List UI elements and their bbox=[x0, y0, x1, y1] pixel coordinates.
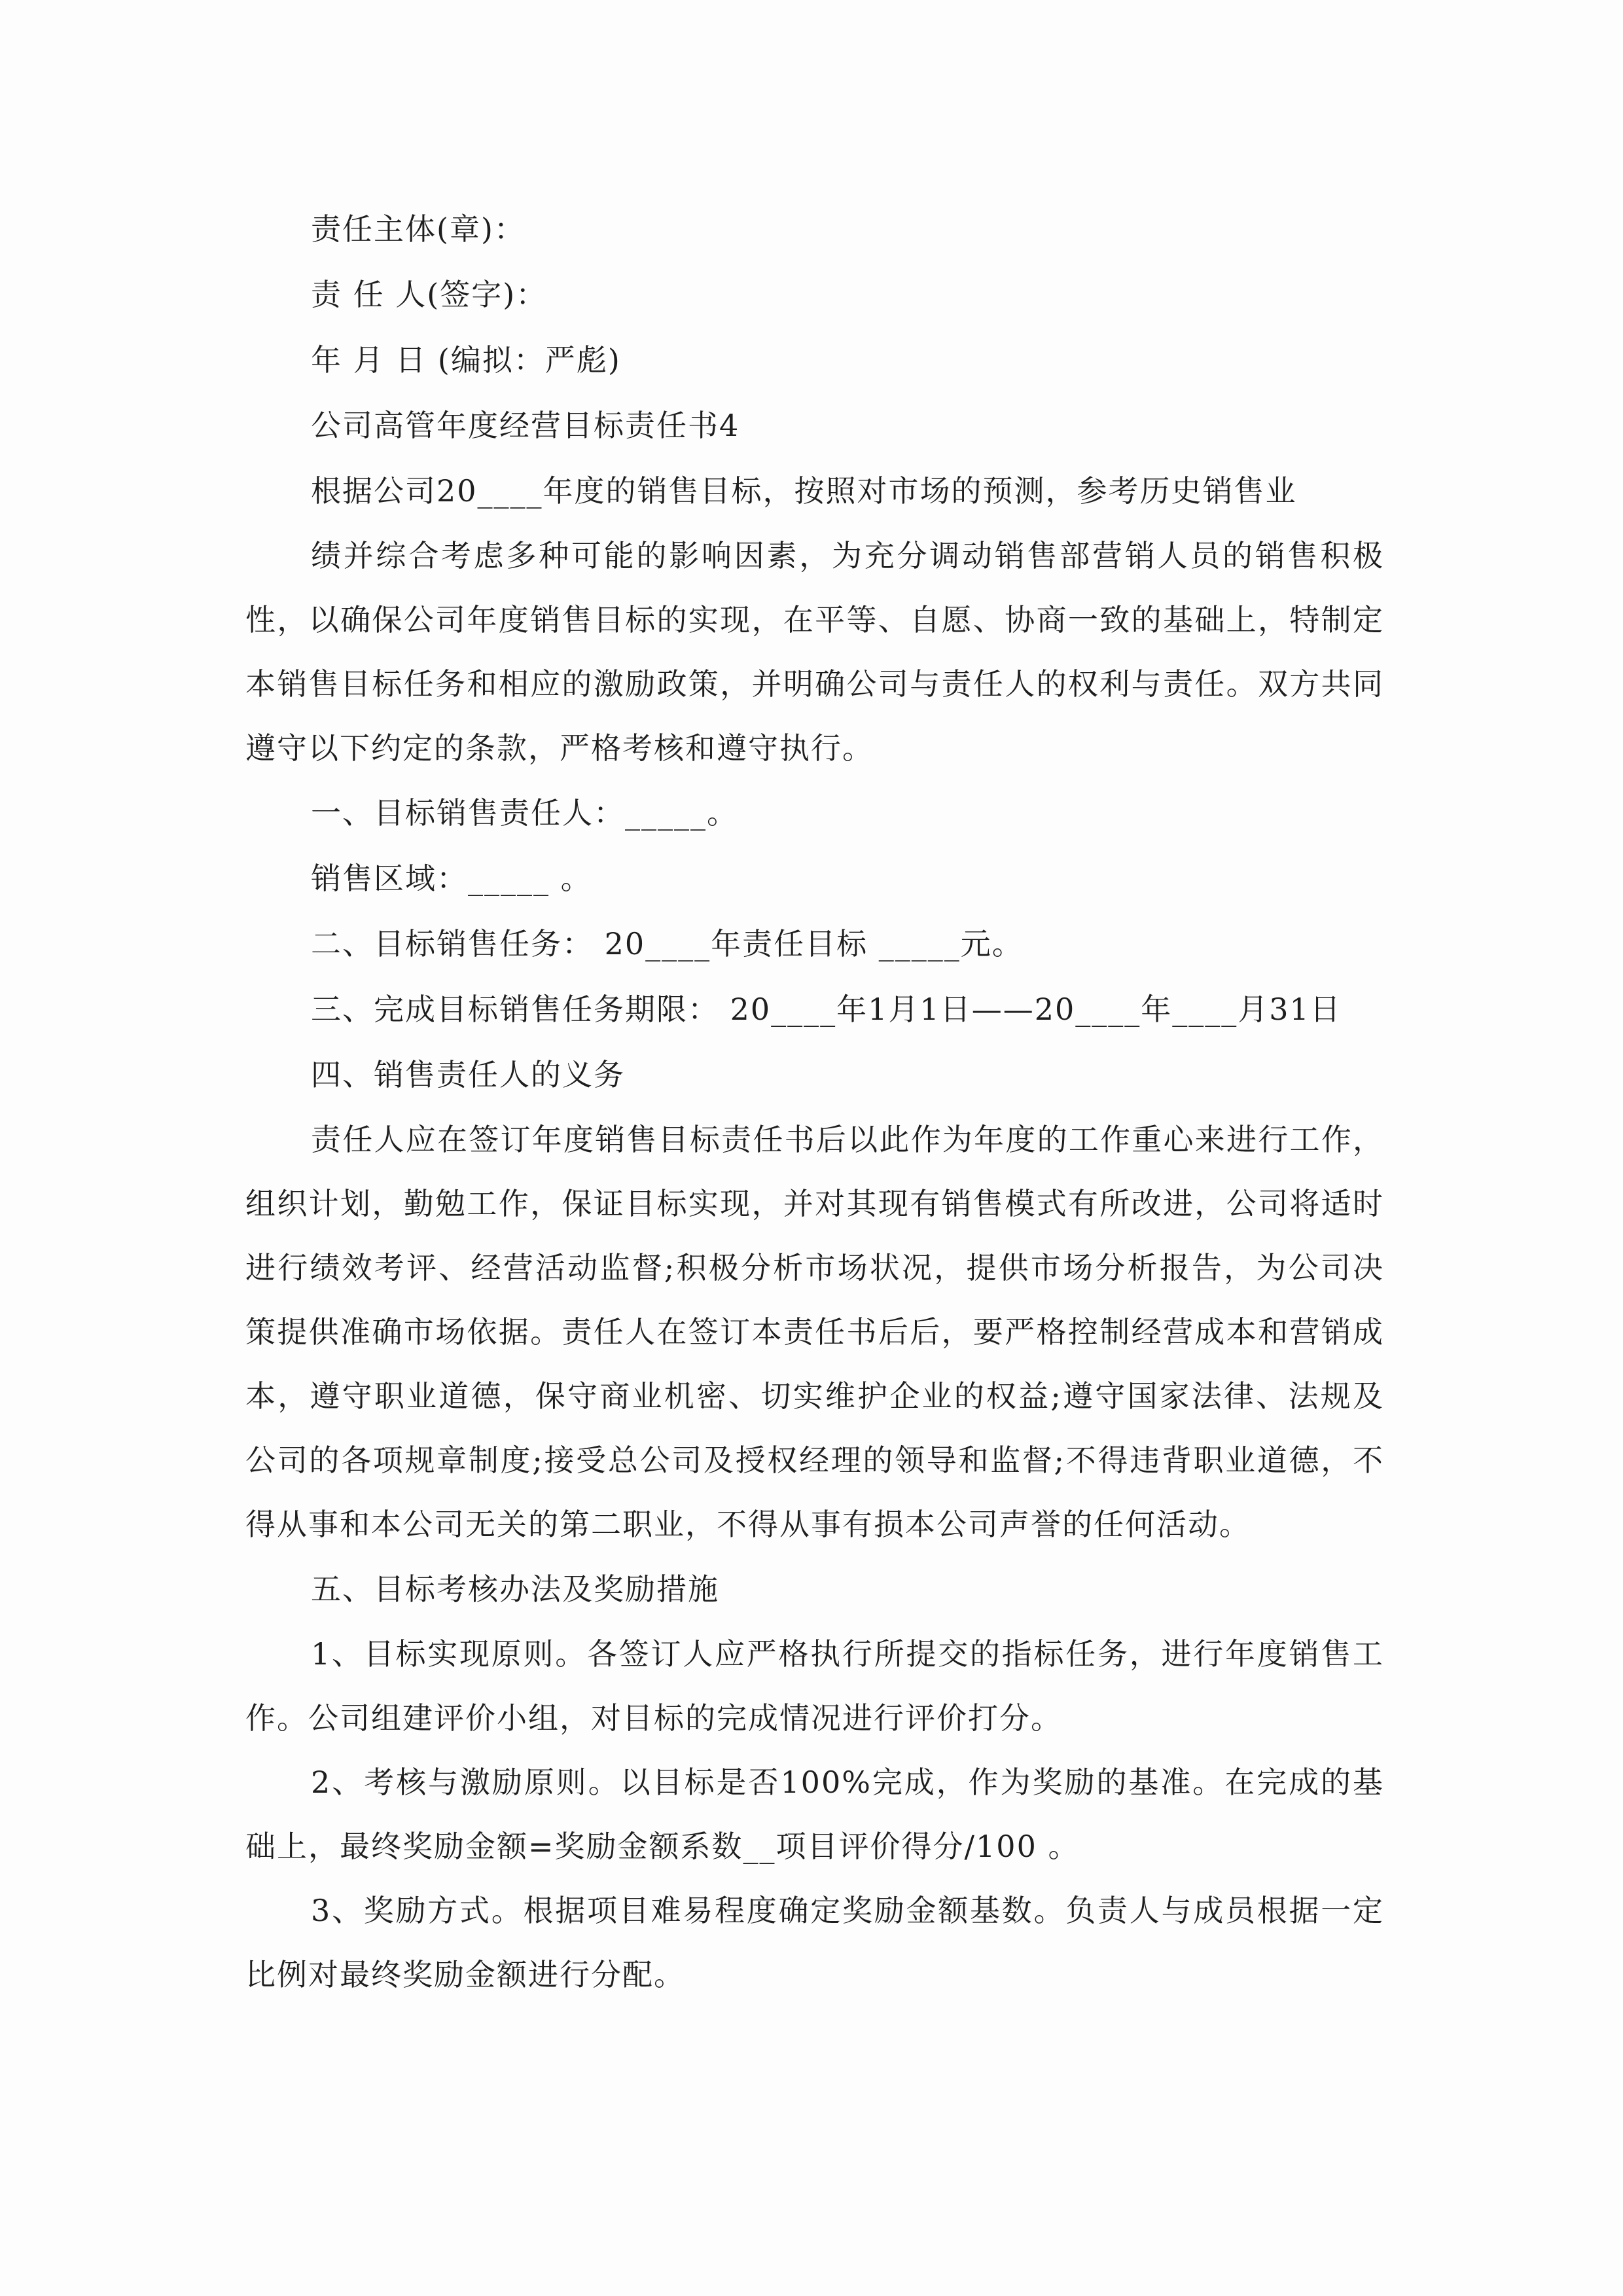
signature-date: 年 月 日 (编拟：严彪) bbox=[311, 342, 621, 378]
section2-heading: 二、目标销售任务： 20____年责任目标 _____元。 bbox=[311, 926, 1024, 961]
section5-item2: 2、考核与激励原则。以目标是否100%完成，作为奖励的基准。在完成的基础上，最终奖励金额=奖励金额系数__项目评价得分/100 。 bbox=[245, 1765, 1384, 1864]
section5-item3: 3、奖励方式。根据项目难易程度确定奖励金额基数。负责人与成员根据一定比例对最终奖励金额进行分配。 bbox=[245, 1893, 1384, 1992]
section3-heading: 三、完成目标销售任务期限： 20____年1月1日——20____年____月31日 bbox=[311, 992, 1342, 1027]
signature-person: 责 任 人(签字)： bbox=[311, 277, 548, 312]
intro-first-line: 根据公司20____年度的销售目标，按照对市场的预测，参考历史销售业 bbox=[311, 473, 1297, 509]
document-title: 公司高管年度经营目标责任书4 bbox=[311, 408, 740, 443]
section1-region: 销售区域：_____ 。 bbox=[311, 861, 592, 896]
document-body bbox=[245, 196, 1384, 2007]
section4-heading: 四、销售责任人的义务 bbox=[311, 1057, 625, 1092]
section1-heading: 一、目标销售责任人：_____。 bbox=[311, 795, 738, 831]
section5-heading: 五、目标考核办法及奖励措施 bbox=[311, 1571, 719, 1607]
section4-body: 责任人应在签订年度销售目标责任书后以此作为年度的工作重心来进行工作，组织计划，勤勉工作，保证目标实现，并对其现有销售模式有所改进，公司将适时进行绩效考评、经营活动监督;积极分析市场状况，提供市场分析报告，为公司决策提供准确市场依据。责任人在签订本责任书后后，要严格控制经营成本和营销成本，遵守职业道德，保守商业机密、切实维护企业的权益;遵守国家法律、法规及公司的各项规章制度;接受总公司及授权经理的领导和监督;不得违背职业道德，不得从事和本公司无关的第二职业，不得从事有损本公司声誉的任何活动。 bbox=[245, 1122, 1384, 1542]
section5-item1: 1、目标实现原则。各签订人应严格执行所提交的指标任务，进行年度销售工作。公司组建评价小组，对目标的完成情况进行评价打分。 bbox=[245, 1636, 1384, 1736]
signature-entity: 责任主体(章)： bbox=[311, 211, 526, 247]
intro-paragraph: 绩并综合考虑多种可能的影响因素，为充分调动销售部营销人员的销售积极性，以确保公司年度销售目标的实现，在平等、自愿、协商一致的基础上，特制定本销售目标任务和相应的激励政策，并明确公司与责任人的权利与责任。双方共同遵守以下约定的条款，严格考核和遵守执行。 bbox=[245, 538, 1384, 766]
